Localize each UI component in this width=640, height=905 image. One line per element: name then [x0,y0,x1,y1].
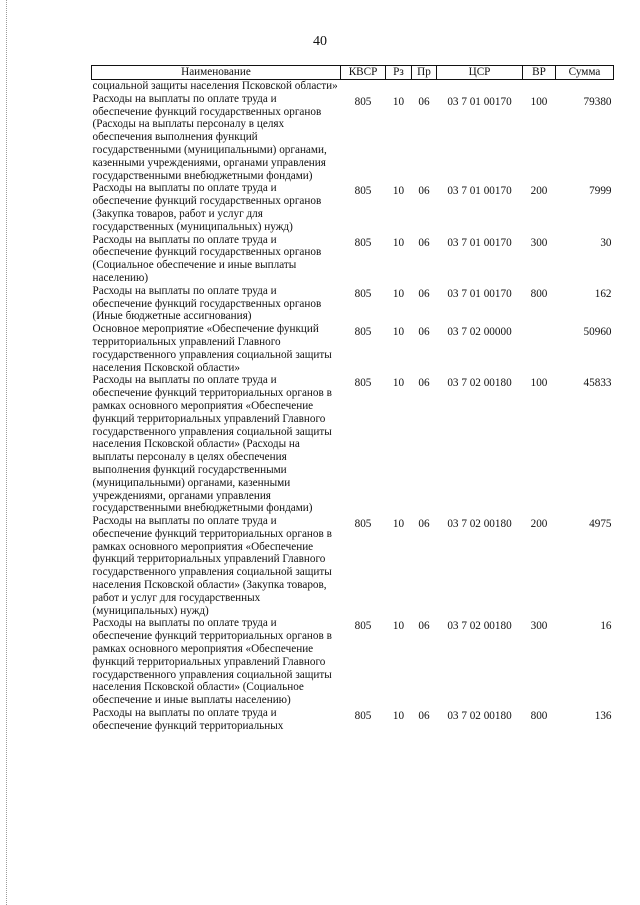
cell-sum: 7999 [589,185,612,198]
scan-edge-divider [6,0,7,905]
cell-sum [556,80,614,93]
cell-name: социальной защиты населения Псковской области» [92,80,338,92]
cell-name: Основное мероприятие «Обеспечение функций территориальных управлений Главного государственного управления социальной защиты населения Псковской области» [92,323,332,374]
table-row [92,617,614,707]
cell-pr: 06 [418,95,430,108]
cell-vr: 800 [530,710,548,723]
table-row [92,285,614,323]
cell-rz: 10 [392,236,405,249]
cell-pr [412,80,437,93]
budget-table [91,65,614,733]
table-row [92,93,614,183]
cell-name: Расходы на выплаты по оплате труда и обеспечение функций территориальных органов в рамках основного мероприятия «Обеспечение функций территориальных управлений Главного государственного управления социальной защиты населения Псковской области» (Закупка товаров, работ и услуг для государственных (муниципальных) нужд) [92,515,332,617]
cell-csr: 03 7 01 00170 [447,185,512,198]
cell-rz: 10 [392,95,405,108]
cell-pr: 06 [418,326,430,339]
cell-sum: 30 [600,236,612,249]
cell-sum: 136 [594,710,612,723]
cell-name: Расходы на выплаты по оплате труда и обеспечение функций государственных органов (Закупка товаров, работ и услуг для государственных (муниципальных) нужд) [92,182,322,233]
cell-sum: 16 [600,620,612,633]
cell-rz: 10 [392,620,405,633]
cell-csr: 03 7 02 00180 [447,377,512,390]
cell-vr: 300 [530,236,548,249]
cell-vr: 100 [530,95,548,108]
cell-kvsr [341,80,386,93]
cell-rz: 10 [392,326,405,339]
header-csr: ЦСР [437,66,523,80]
cell-kvsr: 805 [354,236,372,249]
cell-csr: 03 7 02 00180 [447,710,512,723]
cell-kvsr: 805 [354,518,372,531]
header-pr: Пр [412,66,437,80]
cell-kvsr: 805 [354,377,372,390]
cell-kvsr: 805 [354,95,372,108]
cell-pr: 06 [418,710,430,723]
cell-vr [523,80,556,93]
cell-vr: 200 [530,185,548,198]
cell-pr: 06 [418,377,430,390]
cell-csr [437,80,523,93]
cell-csr: 03 7 01 00170 [447,287,512,300]
table-row [92,323,614,374]
header-vr: ВР [523,66,556,80]
cell-kvsr: 805 [354,287,372,300]
header-kvsr: КВСР [341,66,386,80]
cell-csr: 03 7 02 00000 [447,326,512,339]
cell-vr: 300 [530,620,548,633]
cell-name: Расходы на выплаты по оплате труда и обеспечение функций государственных органов (Расходы на выплаты персоналу в целях обеспечения выполнения функций государственными (муниципальными) органами, казенными учреждениями, органами управления государственными внебюджетными фондами) [92,92,327,182]
cell-csr: 03 7 01 00170 [447,236,512,249]
table-row [92,515,614,617]
table-row [92,707,614,733]
cell-kvsr: 805 [354,620,372,633]
cell-rz: 10 [392,377,405,390]
cell-pr: 06 [418,518,430,531]
cell-sum: 45833 [583,377,612,390]
cell-sum: 50960 [583,326,612,339]
cell-name: Расходы на выплаты по оплате труда и обеспечение функций государственных органов (Иные бюджетные ассигнования) [92,284,322,323]
table-row [92,234,614,285]
cell-vr: 800 [530,287,548,300]
cell-rz: 10 [392,710,405,723]
cell-kvsr: 805 [354,326,372,339]
table-row [92,80,614,93]
table-body [92,80,614,733]
budget-table-container [91,65,613,733]
cell-sum: 162 [594,287,612,300]
table-row [92,182,614,233]
header-sum: Сумма [556,66,614,80]
page-number: 40 [313,34,327,49]
table-header-row [92,66,614,80]
cell-rz: 10 [392,518,405,531]
cell-pr: 06 [418,185,430,198]
cell-pr: 06 [418,287,430,300]
cell-kvsr: 805 [354,710,372,723]
cell-vr [523,323,556,374]
cell-kvsr: 805 [354,185,372,198]
cell-csr: 03 7 02 00180 [447,518,512,531]
cell-sum: 79380 [583,95,612,108]
cell-name: Расходы на выплаты по оплате труда и обеспечение функций территориальных [92,707,284,732]
header-name: Наименование [92,66,341,80]
cell-rz: 10 [392,185,405,198]
cell-name: Расходы на выплаты по оплате труда и обеспечение функций территориальных органов в рамках основного мероприятия «Обеспечение функций территориальных управлений Главного государственного управления социальной защиты населения Псковской области» (Расходы на выплаты персоналу в целях обеспечения выполнения функций государственными (муниципальными) органами, казенными учреждениями, органами управления государственными внебюджетными фондами) [92,374,332,515]
cell-pr: 06 [418,620,430,633]
cell-name: Расходы на выплаты по оплате труда и обеспечение функций государственных органов (Социальное обеспечение и иные выплаты населению) [92,233,322,284]
cell-pr: 06 [418,236,430,249]
cell-csr: 03 7 02 00180 [447,620,512,633]
header-rz: Рз [386,66,412,80]
cell-rz: 10 [392,287,405,300]
table-row [92,374,614,515]
cell-rz [386,80,412,93]
cell-csr: 03 7 01 00170 [447,95,512,108]
cell-vr: 200 [530,518,548,531]
table-header [92,66,614,80]
cell-vr: 100 [530,377,548,390]
cell-name: Расходы на выплаты по оплате труда и обеспечение функций территориальных органов в рамках основного мероприятия «Обеспечение функций территориальных управлений Главного государственного управления социальной защиты населения Псковской области» (Социальное обеспечение и иные выплаты населению) [92,617,332,707]
cell-sum: 4975 [589,518,612,531]
